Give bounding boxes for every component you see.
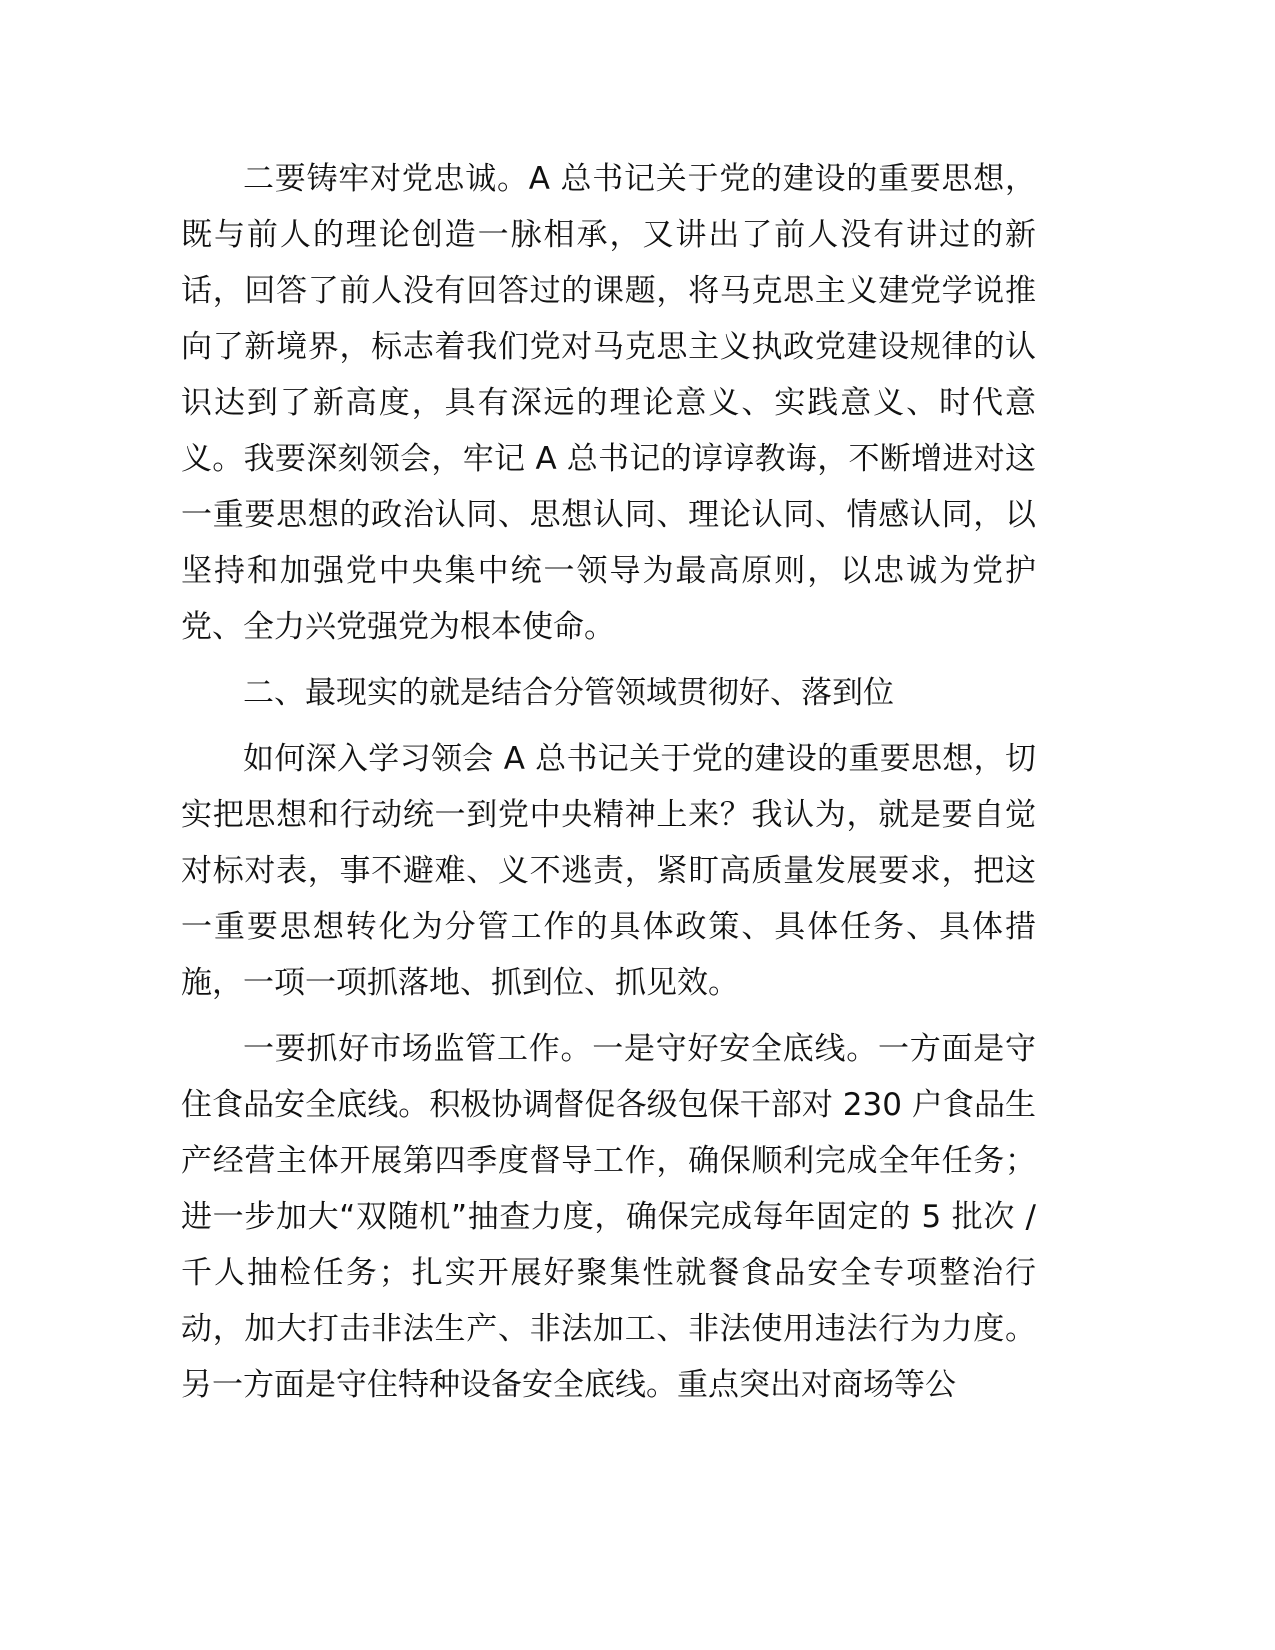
section-heading: 二、最现实的就是结合分管领域贯彻好、落到位 <box>243 675 894 711</box>
document-body <box>181 151 1036 1413</box>
paragraph-market-supervision: 一要抓好市场监管工作。一是守好安全底线。一方面是守住食品安全底线。积极协调督促各级包保干部对 230 户食品生产经营主体开展第四季度督导工作，确保顺利完成全年任务；进一步加大“双随机”抽查力度，确保完成每年固定的 5 批次 / 千人抽检任务；扎实开展好聚集性就餐食品安全专项整治行动，加大打击非法生产、非法加工、非法使用违法行为力度。另一方面是守住特种设备安全底线。重点突出对商场等公 <box>181 1031 1036 1403</box>
paragraph-study: 如何深入学习领会 A 总书记关于党的建设的重要思想，切实把思想和行动统一到党中央精神上来？我认为，就是要自觉对标对表，事不避难、义不逃责，紧盯高质量发展要求，把这一重要思想转化为分管工作的具体政策、具体任务、具体措施，一项一项抓落地、抓到位、抓见效。 <box>181 741 1036 1001</box>
paragraph-loyalty: 二要铸牢对党忠诚。A 总书记关于党的建设的重要思想，既与前人的理论创造一脉相承，又讲出了前人没有讲过的新话，回答了前人没有回答过的课题，将马克思主义建党学说推向了新境界，标志着我们党对马克思主义执政党建设规律的认识达到了新高度，具有深远的理论意义、实践意义、时代意义。我要深刻领会，牢记 A 总书记的谆谆教诲，不断增进对这一重要思想的政治认同、思想认同、理论认同、情感认同，以坚持和加强党中央集中统一领导为最高原则，以忠诚为党护党、全力兴党强党为根本使命。 <box>181 161 1036 645</box>
